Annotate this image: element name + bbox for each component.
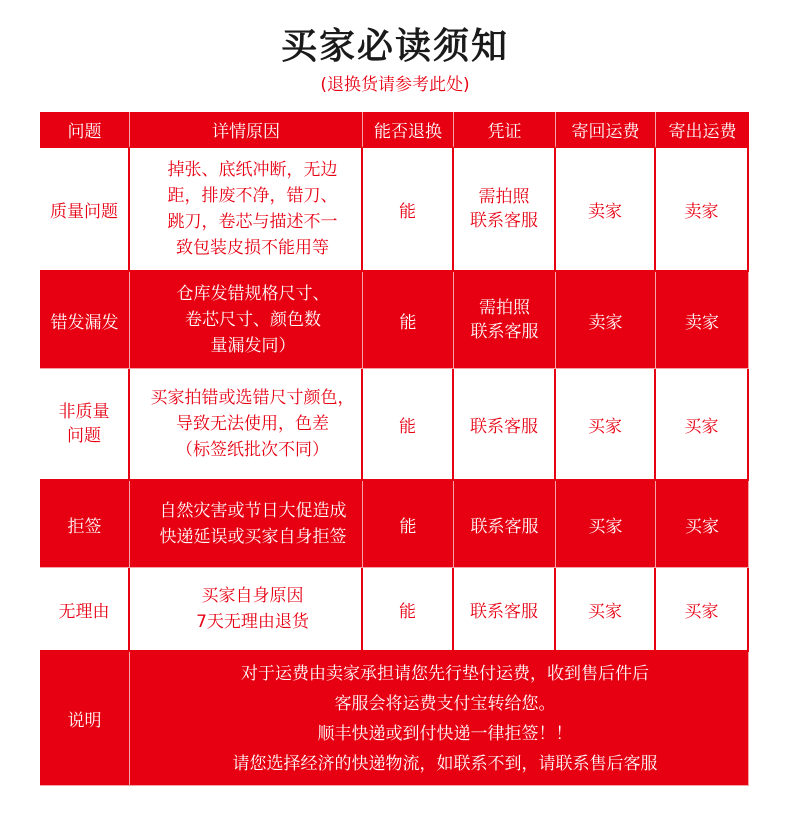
proof-cell: 联系客服 (454, 481, 556, 568)
table-row (40, 481, 749, 568)
issue-cell: 错发漏发 (40, 272, 130, 369)
detail-cell: 自然灾害或节日大促造成 快递延误或买家自身拒签 (130, 481, 363, 568)
returnable-cell: 能 (363, 148, 454, 272)
table-row (40, 148, 749, 272)
header-returnable: 能否退换 (363, 112, 454, 148)
detail-cell: 仓库发错规格尺寸、 卷芯尺寸、颜色数 量漏发同） (130, 272, 363, 369)
ship-fee-cell: 卖家 (656, 272, 749, 369)
returnable-cell: 能 (363, 272, 454, 369)
detail-cell: 掉张、底纸冲断，无边 距，排废不净，错刀、 跳刀，卷芯与描述不一 致包装皮损不能用等 (130, 148, 363, 272)
notes-row (40, 652, 749, 786)
issue-cell: 无理由 (40, 568, 130, 652)
header-issue: 问题 (40, 112, 130, 148)
page-title: 买家必读须知 (280, 26, 509, 67)
issue-cell: 拒签 (40, 481, 130, 568)
ship-fee-cell: 买家 (656, 481, 749, 568)
proof-cell: 联系客服 (454, 369, 556, 481)
header-detail: 详情原因 (130, 112, 363, 148)
return-fee-cell: 卖家 (556, 148, 656, 272)
header-proof: 凭证 (454, 112, 556, 148)
detail-cell: 买家拍错或选错尺寸颜色， 导致无法使用，色差 （标签纸批次不同） (130, 369, 363, 481)
header-return-fee: 寄回运费 (556, 112, 656, 148)
table-row (40, 369, 749, 481)
return-fee-cell: 买家 (556, 568, 656, 652)
return-policy-table (40, 112, 749, 786)
detail-cell: 买家自身原因 7天无理由退货 (130, 568, 363, 652)
proof-cell: 需拍照 联系客服 (454, 148, 556, 272)
ship-fee-cell: 卖家 (656, 148, 749, 272)
header-ship-fee: 寄出运费 (656, 112, 749, 148)
issue-cell: 质量问题 (40, 148, 130, 272)
returnable-cell: 能 (363, 568, 454, 652)
table-header-row (40, 112, 749, 148)
ship-fee-cell: 买家 (656, 568, 749, 652)
notes-text: 对于运费由卖家承担请您先行垫付运费，收到售后件后 客服会将运费支付宝转给您。 顺丰快递或到付快递一律拒签！！ 请您选择经济的快递物流，如联系不到，请联系售后客服 (130, 652, 749, 786)
table-row (40, 272, 749, 369)
return-fee-cell: 买家 (556, 481, 656, 568)
issue-cell: 非质量 问题 (40, 369, 130, 481)
returnable-cell: 能 (363, 481, 454, 568)
proof-cell: 需拍照 联系客服 (454, 272, 556, 369)
page-subtitle: (退换货请参考此处) (320, 75, 470, 95)
ship-fee-cell: 买家 (656, 369, 749, 481)
proof-cell: 联系客服 (454, 568, 556, 652)
returnable-cell: 能 (363, 369, 454, 481)
table-row (40, 568, 749, 652)
return-fee-cell: 卖家 (556, 272, 656, 369)
notes-label: 说明 (40, 652, 130, 786)
return-fee-cell: 买家 (556, 369, 656, 481)
